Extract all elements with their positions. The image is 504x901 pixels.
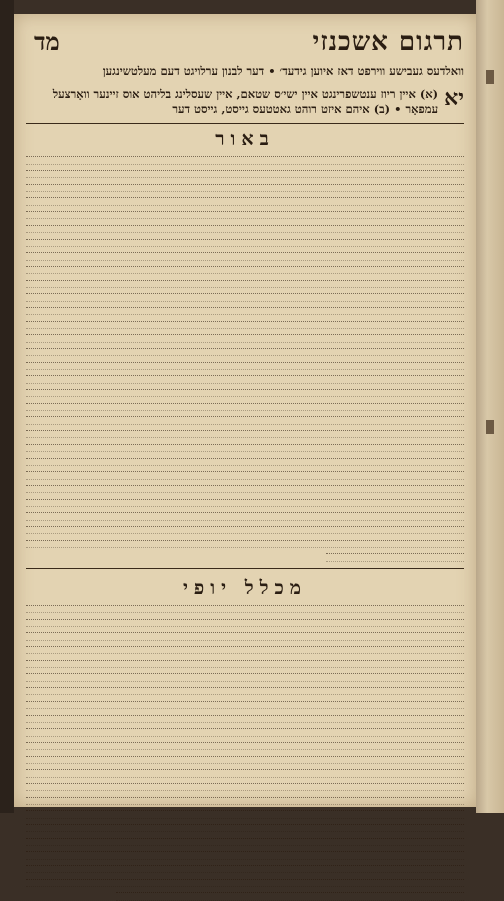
commentary-line bbox=[26, 444, 464, 452]
commentary-line bbox=[26, 375, 464, 383]
commentary-line bbox=[26, 197, 464, 205]
commentary-line bbox=[26, 156, 464, 164]
commentary-line bbox=[26, 756, 464, 764]
commentary-line bbox=[26, 865, 464, 873]
commentary-line bbox=[26, 797, 464, 805]
commentary-line bbox=[26, 321, 464, 329]
commentary-line bbox=[26, 879, 464, 887]
commentary-line bbox=[26, 499, 464, 507]
commentary-line bbox=[26, 632, 464, 640]
commentary-line bbox=[26, 660, 464, 668]
commentary-line bbox=[26, 728, 464, 736]
commentary-line bbox=[26, 362, 464, 370]
page-content bbox=[26, 22, 464, 807]
facing-page-edge bbox=[476, 0, 504, 813]
commentary-line bbox=[26, 280, 464, 288]
commentary-line bbox=[26, 293, 464, 301]
section-title-biur: באור bbox=[215, 128, 275, 150]
commentary-line bbox=[26, 687, 464, 695]
commentary-line bbox=[26, 471, 464, 479]
commentary-line bbox=[26, 239, 464, 247]
commentary-line bbox=[26, 458, 464, 466]
commentary-line bbox=[26, 403, 464, 411]
commentary-line bbox=[26, 225, 464, 233]
divider bbox=[26, 568, 464, 569]
commentary-line bbox=[26, 824, 464, 832]
commentary-line bbox=[26, 184, 464, 192]
verse-text: (א) איין ריוז ענטשפרינגט איין ישי׳ס שטאם, איין שעסלינג בליהט אוס זיינער וואָרצעל עמפאָר • (ב) איהם איזט רוהט גאטטעס גייסט, גייסט דער bbox=[52, 87, 439, 116]
commentary-line bbox=[326, 553, 464, 561]
commentary-line bbox=[26, 526, 464, 534]
commentary-line bbox=[26, 605, 464, 613]
running-head: תרגום אשכנזי bbox=[312, 27, 464, 57]
commentary-line bbox=[26, 838, 464, 846]
commentary-line bbox=[26, 307, 464, 315]
commentary-line bbox=[26, 485, 464, 493]
commentary-line bbox=[26, 673, 464, 681]
commentary-line bbox=[26, 742, 464, 750]
commentary-biur bbox=[26, 156, 464, 561]
commentary-line bbox=[26, 334, 464, 342]
left-binding-edge bbox=[0, 0, 14, 813]
folio-number: מד bbox=[34, 27, 60, 56]
commentary-line bbox=[26, 810, 464, 818]
intro-line: וואלדעס געבישע ווירפט דאז איוען גידעד׳ • דער לבנון ערלויגט דעם מעלטשינגען bbox=[102, 64, 464, 78]
commentary-line bbox=[26, 512, 464, 520]
commentary-line bbox=[26, 211, 464, 219]
commentary-line bbox=[26, 252, 464, 260]
verse-block bbox=[26, 87, 464, 117]
commentary-line bbox=[26, 701, 464, 709]
commentary-line bbox=[26, 170, 464, 178]
commentary-mikhlal-yofi bbox=[26, 605, 464, 901]
book-page bbox=[14, 14, 476, 807]
commentary-line bbox=[26, 416, 464, 424]
commentary-line bbox=[26, 769, 464, 777]
verse-number: יא bbox=[444, 85, 464, 111]
page-mark bbox=[486, 420, 494, 434]
commentary-line bbox=[26, 389, 464, 397]
page-mark bbox=[486, 70, 494, 84]
commentary-line bbox=[26, 430, 464, 438]
commentary-line bbox=[26, 715, 464, 723]
commentary-line bbox=[26, 646, 464, 654]
commentary-line bbox=[26, 540, 464, 548]
section-title-mikhlal-yofi: מכלל יופי bbox=[182, 576, 308, 599]
commentary-line bbox=[116, 892, 464, 900]
page-header bbox=[26, 22, 464, 62]
commentary-line bbox=[26, 266, 464, 274]
commentary-line bbox=[26, 851, 464, 859]
divider bbox=[26, 123, 464, 124]
commentary-line bbox=[26, 348, 464, 356]
commentary-line bbox=[26, 783, 464, 791]
commentary-line bbox=[26, 619, 464, 627]
